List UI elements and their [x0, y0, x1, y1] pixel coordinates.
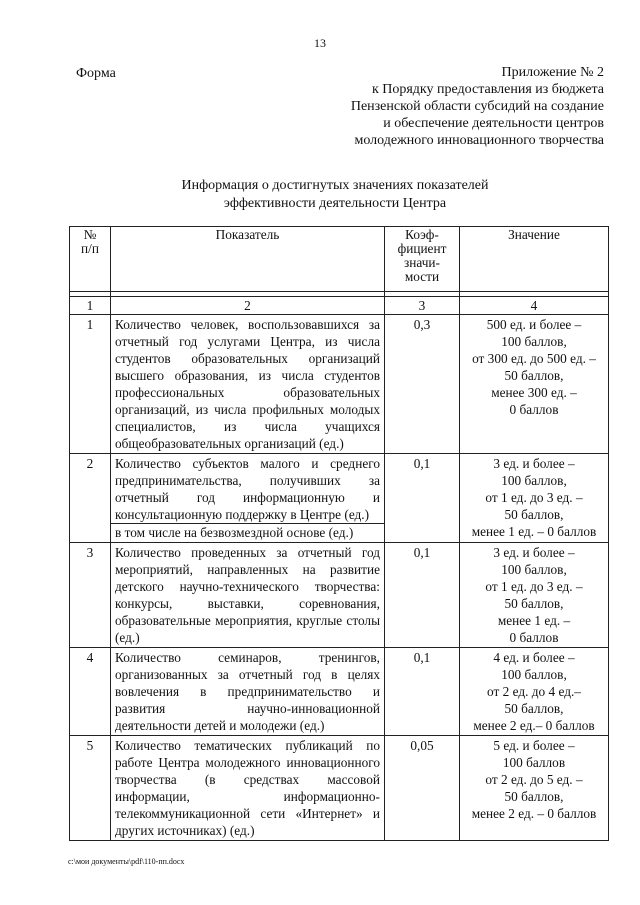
row-coefficient: 0,1 — [385, 648, 460, 736]
row-number: 5 — [70, 736, 111, 841]
row-number: 1 — [70, 315, 111, 454]
table-body — [70, 315, 609, 841]
indicator-text: Количество проведенных за отчетный год мероприятий, направленных на развитие детского научно-технического творчества: конкурсы, выставки, соревнования, образовательные мероприятия, круглые столы (ед.) — [115, 545, 380, 645]
header-num: № п/п — [70, 227, 111, 292]
title-line: Информация о достигнутых значениях показателей — [181, 178, 489, 193]
appendix-line: и обеспечение деятельности центров — [383, 116, 604, 131]
row-value: 5 ед. и более – 100 баллов от 2 ед. до 5 ед. – 50 баллов, менее 2 ед. – 0 баллов — [460, 736, 609, 841]
header-value: Значение — [460, 227, 609, 292]
row-indicator — [111, 315, 385, 454]
table-row — [70, 736, 609, 841]
indicator-subtext: в том числе на безвозмездной основе (ед.) — [111, 523, 384, 541]
document-title — [0, 177, 640, 213]
row-number: 2 — [70, 454, 111, 543]
appendix-line: к Порядку предоставления из бюджета — [371, 82, 604, 97]
row-indicator — [111, 454, 385, 543]
appendix-block — [304, 64, 604, 149]
table-row — [70, 543, 609, 648]
header-coef: Коэф- фициент значи- мости — [385, 227, 460, 292]
row-value: 4 ед. и более – 100 баллов, от 2 ед. до 4 ед.– 50 баллов, менее 2 ед.– 0 баллов — [460, 648, 609, 736]
appendix-line: молодежного инновационного творчества — [354, 133, 604, 148]
table-row — [70, 454, 609, 543]
indicator-text: Количество человек, воспользовавшихся за отчетный год услугами Центра, из числа студентов образовательных организаций высшего образования, из числа студентов профессиональных образовательных организаций, из числа профильных молодых специалистов, из числа учащихся общеобразовательных организаций (ед.) — [115, 317, 380, 451]
column-number: 1 — [70, 297, 111, 315]
indicator-text: Количество семинаров, тренингов, организованных за отчетный год в целях вовлечения в предпринимательство и развития научно-инновационной деятельности детей и молодежи (ед.) — [115, 650, 380, 733]
indicator-text: Количество субъектов малого и среднего предпринимательства, получивших за отчетный год информационную и консультационную поддержку в Центре (ед.) — [115, 456, 380, 522]
row-value: 3 ед. и более – 100 баллов, от 1 ед. до 3 ед. – 50 баллов, менее 1 ед. – 0 баллов — [460, 454, 609, 543]
page-number: 13 — [314, 36, 326, 50]
form-label: Форма — [76, 66, 116, 81]
appendix-line: Приложение № 2 — [501, 65, 604, 80]
column-number: 2 — [111, 297, 385, 315]
table-row — [70, 648, 609, 736]
title-line: эффективности деятельности Центра — [223, 196, 447, 211]
row-coefficient: 0,1 — [385, 454, 460, 543]
row-value: 3 ед. и более – 100 баллов, от 1 ед. до 3 ед. – 50 баллов, менее 1 ед. – 0 баллов — [460, 543, 609, 648]
row-number: 4 — [70, 648, 111, 736]
row-indicator — [111, 543, 385, 648]
column-number: 3 — [385, 297, 460, 315]
row-value: 500 ед. и более – 100 баллов, от 300 ед. до 500 ед. – 50 баллов, менее 300 ед. – 0 баллов — [460, 315, 609, 454]
row-indicator — [111, 736, 385, 841]
table-header-row — [70, 227, 609, 292]
header-indicator: Показатель — [111, 227, 385, 292]
row-coefficient: 0,3 — [385, 315, 460, 454]
row-number: 3 — [70, 543, 111, 648]
row-coefficient: 0,1 — [385, 543, 460, 648]
indicator-text: Количество тематических публикаций по работе Центра молодежного инновационного творчества (в средствах массовой информации, информационно-телекоммуникационной сети «Интернет» и других источниках) (ед.) — [115, 738, 380, 838]
column-numbers-row — [70, 297, 609, 315]
row-coefficient: 0,05 — [385, 736, 460, 841]
appendix-line: Пензенской области субсидий на создание — [350, 99, 604, 114]
indicators-table — [69, 226, 609, 841]
table-row — [70, 315, 609, 454]
column-number: 4 — [460, 297, 609, 315]
footer-file-path: c:\мои документы\pdf\110-пп.docx — [68, 857, 185, 866]
row-indicator — [111, 648, 385, 736]
